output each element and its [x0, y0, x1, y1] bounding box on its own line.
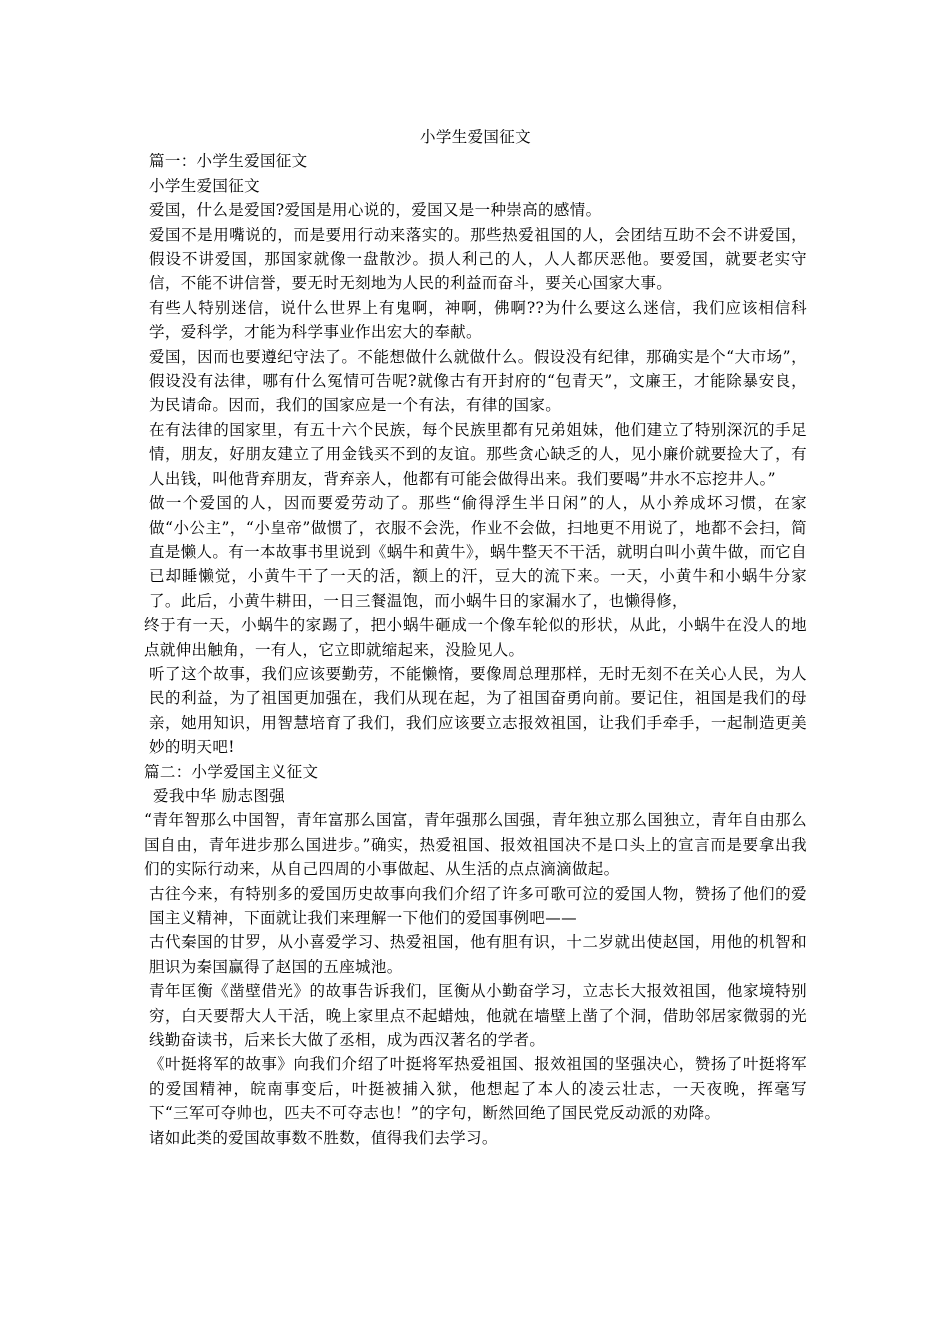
section-heading-1: 篇一：小学生爱国征文 — [149, 152, 308, 171]
document-title: 小学生爱国征文 — [420, 128, 531, 146]
paragraph: 古代秦国的甘罗，从小喜爱学习、热爱祖国，他有胆有识，十二岁就出使赵国，用他的机智和胆识为秦国赢得了赵国的五座城池。 — [149, 933, 807, 976]
paragraph: 爱国，因而也要遵纪守法了。不能想做什么就做什么。假设没有纪律，那确实是个“大市场”，假设没有法律，哪有什么冤情可告呢?就像古有开封府的“包青天”，文廉王，才能除暴安良，为民请命。因而，我们的国家应是一个有法，有律的国家。 — [149, 347, 807, 415]
paragraph: 爱国不是用嘴说的，而是要用行动来落实的。那些热爱祖国的人，会团结互助不会不讲爱国，假设不讲爱国，那国家就像一盘散沙。损人利己的人，人人都厌恶他。要爱国，就要老实守信，不能不讲信誉，要无时无刻地为人民的利益而奋斗，要关心国家大事。 — [149, 225, 807, 293]
paragraph: 《叶挺将军的故事》向我们介绍了叶挺将军热爱祖国、报效祖国的坚强决心，赞扬了叶挺将军的爱国精神，皖南事变后，叶挺被捕入狱，他想起了本人的凌云壮志，一天夜晚，挥毫写下“三军可夺帅也，匹夫不可夺志也！”的字句，断然回绝了国民党反动派的劝降。 — [149, 1055, 807, 1123]
paragraph: 有些人特别迷信，说什么世界上有鬼啊，神啊，佛啊??为什么要这么迷信，我们应该相信科学，爱科学，才能为科学事业作出宏大的奉献。 — [149, 298, 807, 342]
paragraph: 古往今来，有特别多的爱国历史故事向我们介绍了许多可歌可泣的爱国人物，赞扬了他们的爱国主义精神，下面就让我们来理解一下他们的爱国事例吧—— — [149, 884, 807, 927]
paragraph: 听了这个故事，我们应该要勤劳，不能懒惰，要像周总理那样，无时无刻不在关心人民，为人民的利益，为了祖国更加强在，我们从现在起，为了祖国奋勇向前。要记住，祖国是我们的母亲，她用知识，用智慧培育了我们，我们应该要立志报效祖国，让我们手牵手，一起制造更美妙的明天吧! — [149, 664, 807, 757]
essay-title-1: 小学生爱国征文 — [149, 176, 260, 195]
paragraph: 诸如此类的爱国故事数不胜数，值得我们去学习。 — [149, 1128, 498, 1147]
paragraph: 青年匡衡《凿壁借光》的故事告诉我们，匡衡从小勤奋学习，立志长大报效祖国，他家境特别穷，白天要帮大人干活，晚上家里点不起蜡烛，他就在墙壁上凿了个洞，借助邻居家微弱的光线勤奋读书，后来长大做了丞相，成为西汉著名的学者。 — [149, 982, 807, 1050]
essay-title-2: 爱我中华 励志图强 — [153, 786, 286, 805]
document-body — [144, 125, 807, 1150]
paragraph: 爱国，什么是爱国?爱国是用心说的，爱国又是一种崇高的感情。 — [149, 201, 602, 220]
section-heading-2: 篇二：小学爱国主义征文 — [144, 762, 319, 781]
paragraph: 在有法律的国家里，有五十六个民族，每个民族里都有兄弟姐妹，他们建立了特别深沉的手足情，朋友，好朋友建立了用金钱买不到的友谊。那些贪心缺乏的人，见小廉价就要捡大了，有人出钱，叫他背弃朋友，背弃亲人，他都有可能会做得出来。我们要喝”井水不忘挖井人。” — [149, 420, 807, 488]
paragraph: “青年智那么中国智，青年富那么国富，青年强那么国强，青年独立那么国独立，青年自由那么国自由，青年进步那么国进步。”确实，热爱祖国、报效祖国决不是口头上的宣言而是要拿出我们的实际行动来，从自己四周的小事做起、从生活的点点滴滴做起。 — [144, 811, 807, 879]
paragraph: 终于有一天，小蜗牛的家踢了，把小蜗牛砸成一个像车轮似的形状，从此，小蜗牛在没人的地点就伸出触角，一有人，它立即就缩起来，没脸见人。 — [144, 616, 807, 659]
paragraph: 做一个爱国的人，因而要爱劳动了。那些“偷得浮生半日闲”的人，从小养成坏习惯，在家做“小公主”，“小皇帝”做惯了，衣服不会洗，作业不会做，扫地更不用说了，地都不会扫，简直是懒人。有一本故事书里说到《蜗牛和黄牛》，蜗牛整天不干活，就明白叫小黄牛做，而它自已却睡懒觉，小黄牛干了一天的活，额上的汗，豆大的流下来。一天，小黄牛和小蜗牛分家了。此后，小黄牛耕田，一日三餐温饱，而小蜗牛日的家漏水了，也懒得修， — [149, 494, 807, 610]
